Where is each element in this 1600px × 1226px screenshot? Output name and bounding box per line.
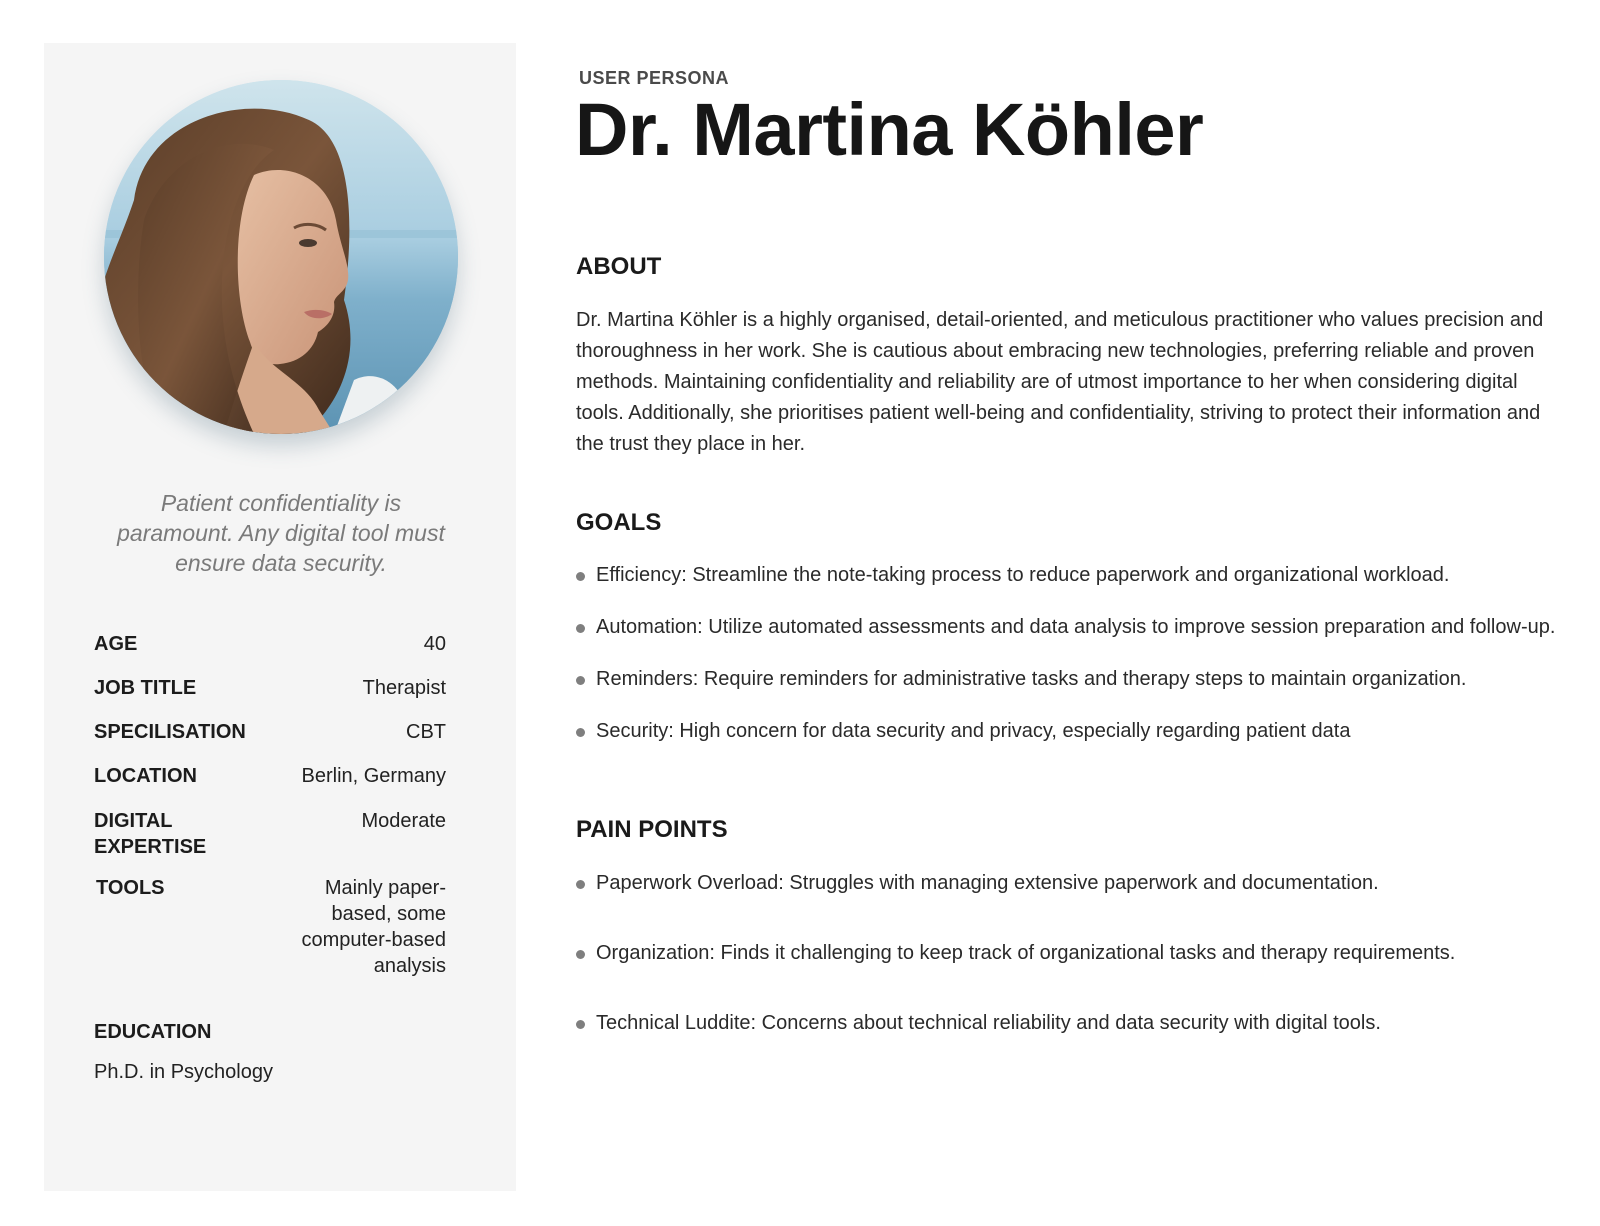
attribute-row-tools [94, 875, 446, 979]
pain-point-item [576, 940, 1561, 966]
attribute-row-age [94, 631, 446, 657]
about-heading: ABOUT [576, 253, 662, 280]
goal-item [576, 562, 1561, 588]
attribute-value: Therapist [362, 677, 446, 699]
avatar [104, 80, 458, 434]
goal-item [576, 666, 1561, 692]
goal-text: Automation: Utilize automated assessments and data analysis to improve session preparation and follow-up. [596, 616, 1556, 638]
about-text: Dr. Martina Köhler is a highly organised, detail-oriented, and meticulous practitioner who values precision and thoroughness in her work. She is cautious about embracing new technologies, preferring reliable and proven methods. Maintaining confidentiality and reliability are of utmost importance to her when considering digital tools. Additionally, she prioritises patient well-being and confidentiality, striving to protect their information and the trust they place in her. [576, 309, 1544, 455]
goal-text: Reminders: Require reminders for administrative tasks and therapy steps to maintain organization. [596, 668, 1467, 690]
pain-point-text: Technical Luddite: Concerns about technical reliability and data security with digital tools. [596, 1012, 1381, 1034]
attribute-list [94, 631, 446, 979]
pain-points-heading: PAIN POINTS [576, 816, 728, 843]
pain-point-item [576, 870, 1561, 896]
bullet-dot-icon [576, 880, 585, 889]
attribute-value: CBT [406, 721, 446, 743]
bullet-dot-icon [576, 624, 585, 633]
attribute-row-digital-expertise [94, 808, 446, 860]
goals-heading: GOALS [576, 509, 662, 536]
goal-item [576, 718, 1561, 744]
attribute-value: Mainly paper-based, some computer-based analysis [301, 877, 446, 977]
attribute-row-specialisation [94, 719, 446, 745]
attribute-label: DIGITAL EXPERTISE [94, 810, 207, 858]
bullet-dot-icon [576, 676, 585, 685]
attribute-row-job-title [94, 675, 446, 701]
attribute-row-location [94, 763, 446, 789]
attribute-value: Moderate [361, 810, 446, 832]
attribute-label: TOOLS [96, 877, 165, 899]
bullet-dot-icon [576, 728, 585, 737]
portrait-photo [104, 80, 458, 434]
bullet-dot-icon [576, 950, 585, 959]
goals-list [576, 562, 1561, 770]
pain-point-text: Organization: Finds it challenging to keep track of organizational tasks and therapy requirements. [596, 942, 1456, 964]
goal-item [576, 614, 1561, 640]
pain-point-item [576, 1010, 1561, 1036]
pain-points-list [576, 870, 1561, 1080]
goal-text: Efficiency: Streamline the note-taking process to reduce paperwork and organizational workload. [596, 564, 1450, 586]
attribute-value: Berlin, Germany [301, 765, 446, 787]
education-label: EDUCATION [94, 1021, 212, 1043]
attribute-label: LOCATION [94, 765, 197, 787]
persona-eyebrow: USER PERSONA [579, 68, 730, 88]
persona-quote: Patient confidentiality is paramount. Any digital tool must ensure data security. [117, 490, 445, 576]
pain-point-text: Paperwork Overload: Struggles with managing extensive paperwork and documentation. [596, 872, 1379, 894]
profile-sidebar [44, 43, 516, 1191]
attribute-label: JOB TITLE [94, 677, 197, 699]
bullet-dot-icon [576, 1020, 585, 1029]
education-value: Ph.D. in Psychology [94, 1061, 273, 1083]
goal-text: Security: High concern for data security and privacy, especially regarding patient data [596, 720, 1351, 742]
bullet-dot-icon [576, 572, 585, 581]
attribute-value: 40 [423, 633, 446, 655]
attribute-label: SPECILISATION [94, 721, 246, 743]
persona-name: Dr. Martina Köhler [575, 88, 1204, 171]
attribute-label: AGE [94, 633, 138, 655]
